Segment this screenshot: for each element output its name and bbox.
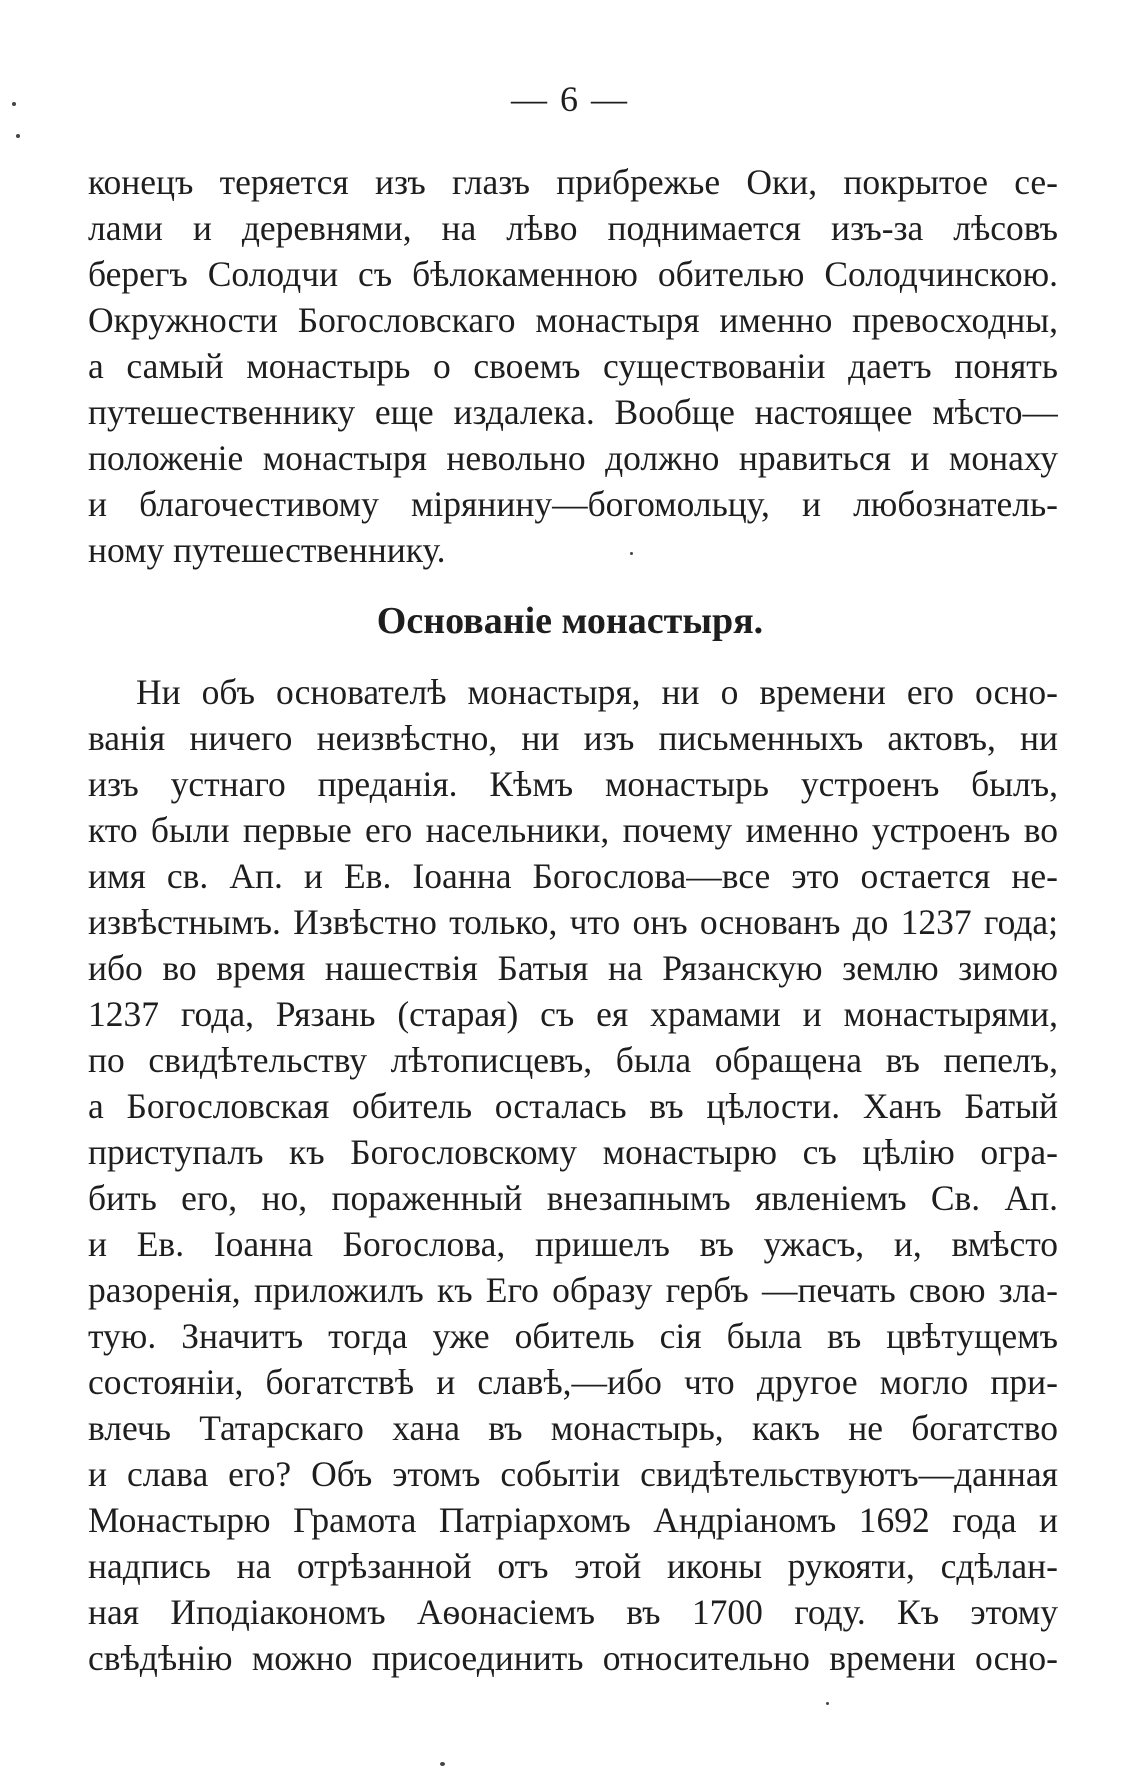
text-line: изъ устнаго преданія. Кѣмъ монастырь устроенъ былъ, [88, 764, 1058, 804]
text-line: Монастырю Грамота Патріархомъ Андріаномъ 1692 года и [88, 1500, 1058, 1540]
text-line: конецъ теряется изъ глазъ прибрежье Оки, покрытое се- [88, 162, 1058, 202]
text-line: кто были первые его насельники, почему именно устроенъ во [88, 810, 1058, 850]
text-line: приступалъ къ Богословскому монастырю съ цѣлію огра- [88, 1132, 1058, 1172]
scan-speck [440, 1762, 445, 1766]
page-number: — 6 — [511, 79, 629, 119]
text-line: бить его, но, пораженный внезапнымъ явленіемъ Св. Ап. [88, 1178, 1058, 1218]
scan-speck [16, 134, 20, 138]
text-line: надпись на отрѣзанной отъ этой иконы рукояти, сдѣлан- [88, 1546, 1058, 1586]
text-line: извѣстнымъ. Извѣстно только, что онъ основанъ до 1237 года; [88, 902, 1058, 942]
text-line: тую. Значитъ тогда уже обитель сія была въ цвѣтущемъ [88, 1316, 1058, 1356]
text-line: а самый монастырь о своемъ существованіи даетъ понять [88, 346, 1058, 386]
scan-speck [630, 552, 633, 555]
text-line: 1237 года, Рязань (старая) съ ея храмами и монастырями, [88, 994, 1058, 1034]
text-line: и благочестивому мірянину—богомольцу, и любознатель- [88, 484, 1058, 524]
scan-speck [12, 102, 16, 106]
text-line: лами и деревнями, на лѣво поднимается изъ-за лѣсовъ [88, 208, 1058, 248]
text-line: Окружности Богословскаго монастыря именно превосходны, [88, 300, 1058, 340]
text-line: влечь Татарскаго хана въ монастырь, какъ не богатство [88, 1408, 1058, 1448]
text-line: ибо во время нашествія Батыя на Рязанскую землю зимою [88, 948, 1058, 988]
text-line: ному путешественнику. [88, 530, 446, 570]
section-heading: Основаніе монастыря. [376, 600, 764, 642]
text-line: и слава его? Объ этомъ событіи свидѣтельствуютъ—данная [88, 1454, 1058, 1494]
text-line: свѣдѣнію можно присоединить относительно времени осно- [88, 1638, 1058, 1678]
scan-speck [826, 1702, 829, 1705]
text-line: разоренія, приложилъ къ Его образу гербъ —печать свою зла- [88, 1270, 1058, 1310]
text-line: Ни объ основателѣ монастыря, ни о времени его осно- [136, 672, 1058, 712]
text-line: ная Иподіакономъ Аѳонасіемъ въ 1700 году. Къ этому [88, 1592, 1058, 1632]
text-line: ванія ничего неизвѣстно, ни изъ письменныхъ актовъ, ни [88, 718, 1058, 758]
text-line: берегъ Солодчи съ бѣлокаменною обителью Солодчинскою. [88, 254, 1058, 294]
text-line: имя св. Ап. и Ев. Іоанна Богослова—все это остается не- [88, 856, 1058, 896]
text-line: и Ев. Іоанна Богослова, пришелъ въ ужасъ, и, вмѣсто [88, 1224, 1058, 1264]
text-line: по свидѣтельству лѣтописцевъ, была обращена въ пепелъ, [88, 1040, 1058, 1080]
text-line: состояніи, богатствѣ и славѣ,—ибо что другое могло при- [88, 1362, 1058, 1402]
text-line: путешественнику еще издалека. Вообще настоящее мѣсто— [88, 392, 1058, 432]
text-line: положеніе монастыря невольно должно нравиться и монаху [88, 438, 1058, 478]
text-line: а Богословская обитель осталась въ цѣлости. Ханъ Батый [88, 1086, 1058, 1126]
